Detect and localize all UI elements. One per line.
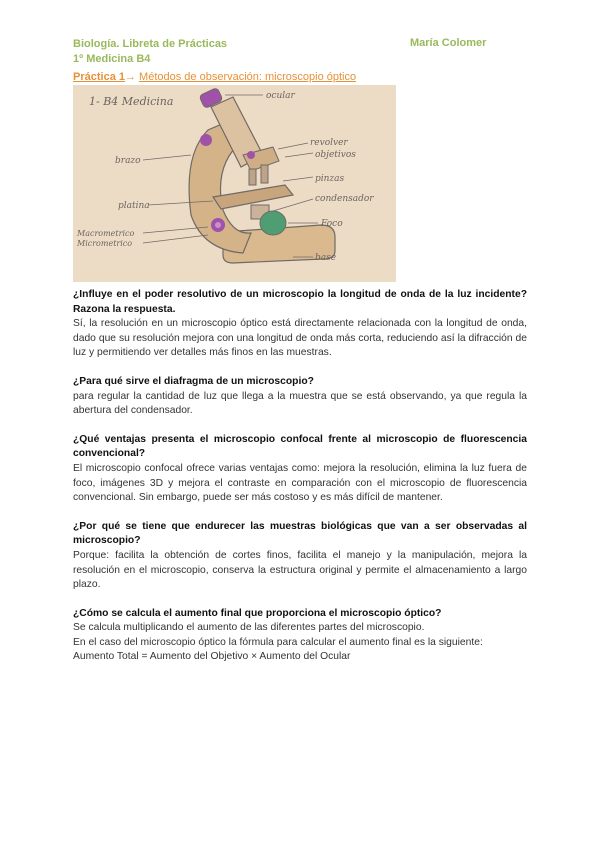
question: ¿Influye en el poder resolutivo de un microscopio la longitud de onda de la luz incidente? Razona la respuesta.	[73, 289, 527, 315]
answer: El microscopio confocal ofrece varias ventajas como: mejora la resolución, elimina la luz fuera de foco, imágenes 3D y mejora el contraste en comparación con el microscopio de fluorescencia convencional. Sin embargo, puede ser más costoso y es más difícil de mantener.	[73, 462, 527, 504]
knob-revolver	[247, 151, 255, 159]
label-platina: platina	[118, 201, 150, 211]
question: ¿Qué ventajas presenta el microscopio confocal frente al microscopio de fluorescencia convencional?	[73, 433, 527, 460]
header-author: María Colomer	[410, 37, 487, 49]
qa-block	[73, 433, 527, 506]
header-group: 1º Medicina B4	[73, 53, 151, 65]
answer: Se calcula multiplicando el aumento de las diferentes partes del microscopio.	[73, 622, 425, 634]
microscope-drawing	[73, 85, 396, 282]
answer-continued: En el caso del microscopio óptico la fórmula para calcular el aumento final es la siguiente:	[73, 636, 483, 648]
qa-block	[73, 288, 527, 361]
qa-block	[73, 520, 527, 593]
label-brazo: brazo	[115, 156, 141, 166]
question: ¿Para qué sirve el diafragma de un microscopio?	[73, 375, 314, 387]
question: ¿Cómo se calcula el aumento final que proporciona el microscopio óptico?	[73, 607, 442, 619]
header-course: Biología. Libreta de Prácticas	[73, 38, 228, 50]
knob-arm	[200, 134, 212, 146]
label-objetivos: objetivos	[315, 150, 356, 160]
objective-1	[249, 169, 256, 185]
qa-block	[73, 607, 527, 665]
label-condensador: condensador	[315, 194, 374, 204]
lamp-foco	[260, 211, 286, 235]
label-pinzas: pinzas	[315, 174, 345, 184]
label-revolver: revolver	[310, 138, 348, 148]
handwritten-title: 1- B4 Medicina	[89, 95, 174, 108]
qa-content	[73, 288, 527, 679]
formula: Aumento Total = Aumento del Objetivo × Aumento del Ocular	[73, 651, 351, 663]
label-base: base	[315, 253, 337, 263]
answer: para regular la cantidad de luz que llega a la muestra que se está observando, ya que regula la abertura del condensador.	[73, 390, 527, 417]
practica-label: Práctica 1	[73, 71, 125, 83]
answer: Sí, la resolución en un microscopio óptico está directamente relacionada con la longitud de onda, dado que su resolución mejora con una longitud de onda más corta, reduciendo así la difracción de luz y permitiendo ver detalles más finos en las muestras.	[73, 318, 527, 359]
objective-2	[261, 165, 268, 183]
label-ocular: ocular	[266, 91, 295, 101]
practica-title: Métodos de observación: microscopio óptico	[139, 71, 357, 83]
arrow-icon: →	[124, 71, 136, 83]
answer: Porque: facilita la obtención de cortes finos, facilita el manejo y la manipulación, mejora la resolución en el microscopio, conserva la estructura original y permite el almacenamiento a largo plazo.	[73, 549, 527, 591]
label-micrometrico: Micrometrico	[77, 239, 133, 248]
question: ¿Por qué se tiene que endurecer las muestras biológicas que van a ser observadas al microscopio?	[73, 520, 527, 547]
label-macrometrico: Macrometrico	[77, 229, 135, 238]
header-left	[73, 37, 227, 67]
label-foco: Foco	[321, 219, 343, 229]
qa-block	[73, 375, 527, 419]
practica-heading	[73, 71, 356, 83]
